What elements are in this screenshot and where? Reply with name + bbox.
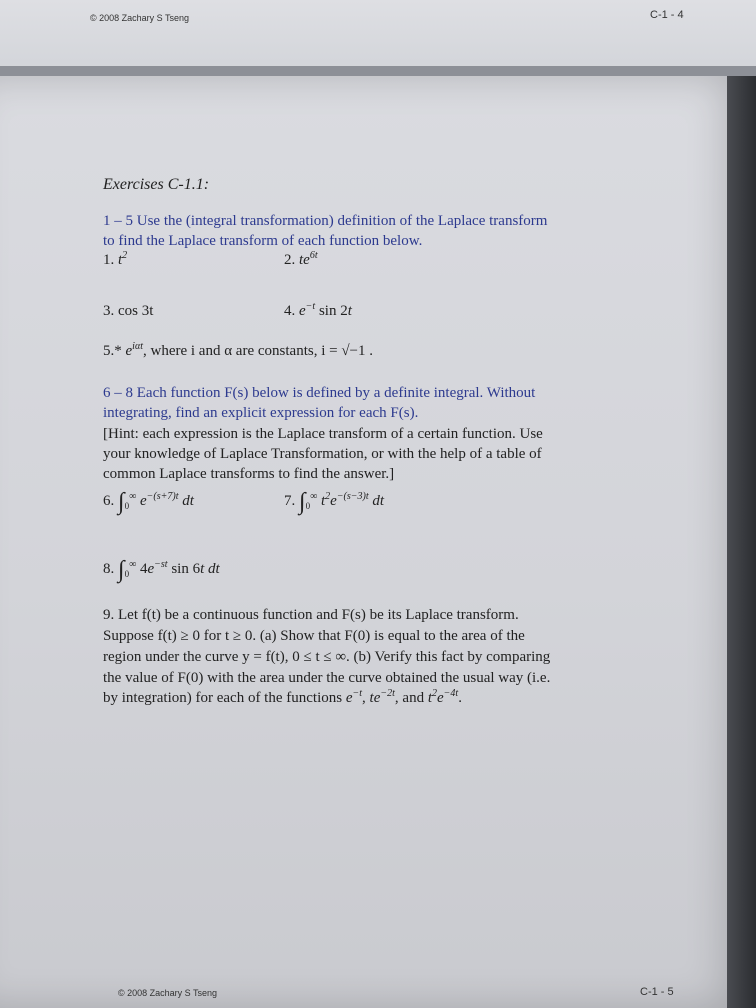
problem-1: 1. $t^2$ [103,250,128,268]
section2-line5: common Laplace transforms to find the answer.] [103,466,395,482]
top-page-number: C-1 - 4 [650,9,684,21]
integral-sign-icon: ∫ [118,557,125,583]
integral-sign-icon: ∫ [118,489,125,515]
problem-6-number: 6. [103,493,115,509]
footer-copyright: © 2008 Zachary S Tseng [118,988,218,998]
section1-intro-line1: 1 – 5 Use the (integral transformation) definition of the Laplace transform [103,213,548,229]
page-edge-shadow [727,76,756,1008]
previous-page-strip [0,0,756,70]
problem-9-line5b: and [402,690,425,706]
exercises-heading: Exercises C-1.1: [103,176,210,193]
footer-page-number: C-1 - 5 [640,986,674,998]
problem-4-number: 4. [284,303,296,319]
problem-7: 7. $\int_0^\infty$ $t^2e^{-(s-3)t}$ dt [284,489,385,515]
problem-5: 5.* $e^{i\alpha t}$, where i and α are constants, i = √−1 . [103,341,374,359]
section2-line4: your knowledge of Laplace Transformation, or with the help of a table of [103,446,542,462]
problem-1-number: 1. [103,252,115,268]
section2-line1: 6 – 8 Each function F(s) below is defined by a definite integral. Without [103,385,536,401]
problem-9-line5: by integration) for each of the functions $e^{-t}$, $te^{-2t}$, and $t^2e^{-4t}$. [103,688,462,706]
problem-9-line2: Suppose f(t) ≥ 0 for t ≥ 0. (a) Show that F(0) is equal to the area of the [103,628,525,644]
problem-2: 2. $te^{6t}$ [284,250,318,268]
problem-9-line1: 9. Let f(t) be a continuous function and F(s) be its Laplace transform. [103,607,519,623]
problem-2-number: 2. [284,252,296,268]
problem-7-number: 7. [284,493,296,509]
section1-intro-line2: to find the Laplace transform of each function below. [103,233,423,249]
problem-5-number: 5.* [103,343,122,359]
section2-line3: [Hint: each expression is the Laplace transform of a certain function. Use [103,426,543,442]
problem-9-line5a: by integration) for each of the functions [103,690,343,706]
problem-8-number: 8. [103,561,115,577]
problem-5-text: where i and α are constants, i = √−1 . [150,343,374,359]
problem-3: 3. cos 3t [103,303,154,319]
problem-9-line4: the value of F(0) with the area under the curve obtained the usual way (i.e. [103,670,551,686]
problem-9-line3: region under the curve y = f(t), 0 ≤ t ≤ ∞. (b) Verify this fact by comparing [103,649,551,665]
problem-4: 4. $e^{-t}$ sin 2t [284,301,352,319]
top-copyright: © 2008 Zachary S Tseng [90,13,190,23]
section2-line2: integrating, find an explicit expression for each F(s). [103,405,419,421]
problem-8: 8. $\int_0^\infty$ $4e^{-st}$ sin 6t dt [103,557,220,583]
problem-6: 6. $\int_0^\infty$ $e^{-(s+7)t}$ dt [103,489,194,515]
integral-sign-icon: ∫ [299,489,306,515]
